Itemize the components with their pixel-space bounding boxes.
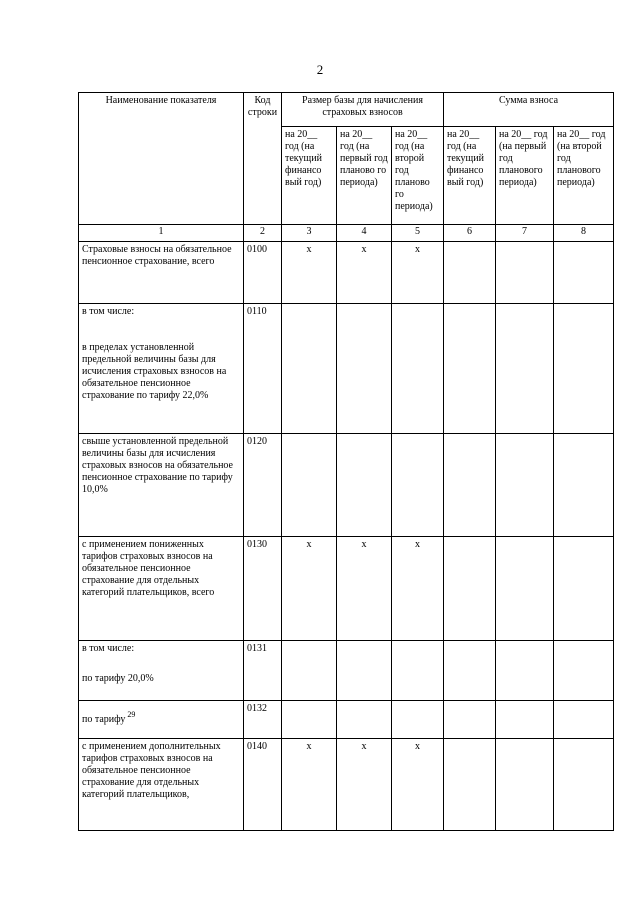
input-cell[interactable] [337, 434, 392, 537]
input-cell[interactable] [554, 739, 614, 831]
input-cell[interactable] [496, 537, 554, 641]
table-row-0110 [79, 304, 614, 434]
row-mark: x [392, 242, 444, 304]
input-cell[interactable] [444, 537, 496, 641]
table-row-0132 [79, 701, 614, 739]
row-code: 0131 [244, 641, 282, 701]
input-cell[interactable] [554, 304, 614, 434]
header-code: Код строки [244, 93, 282, 225]
row-name-cell [79, 304, 244, 434]
input-cell[interactable] [554, 434, 614, 537]
input-cell[interactable] [496, 701, 554, 739]
column-number: 3 [282, 225, 337, 242]
row-code: 0110 [244, 304, 282, 434]
row-name-lead: в том числе: [82, 306, 135, 317]
column-number: 5 [392, 225, 444, 242]
table-row-0140 [79, 739, 614, 831]
input-cell[interactable] [392, 434, 444, 537]
column-number: 2 [244, 225, 282, 242]
header-sum-first-plan-year: на 20__ год (на первый год планового периода) [496, 127, 554, 225]
input-cell[interactable] [444, 739, 496, 831]
input-cell[interactable] [496, 739, 554, 831]
row-mark: x [282, 739, 337, 831]
header-base-second-plan-year: на 20__ год (на второй год планово го периода) [392, 127, 444, 225]
header-sum-group: Сумма взноса [444, 93, 614, 127]
row-code: 0120 [244, 434, 282, 537]
header-base-group: Размер базы для начисления страховых взносов [282, 93, 444, 127]
header-sum-current-year: на 20__ год (на текущий финансо вый год) [444, 127, 496, 225]
input-cell[interactable] [282, 641, 337, 701]
row-name: Страховые взносы на обязательное пенсионное страхование, всего [79, 242, 244, 304]
column-number: 8 [554, 225, 614, 242]
input-cell[interactable] [496, 434, 554, 537]
input-cell[interactable] [282, 434, 337, 537]
table-row-0100 [79, 242, 614, 304]
header-base-current-year: на 20__ год (на текущий финансо вый год) [282, 127, 337, 225]
row-name: в пределах установленной предельной величины базы для исчисления страховых взносов на обязательное пенсионное страхование по тарифу 22,0% [82, 342, 227, 401]
input-cell[interactable] [496, 242, 554, 304]
row-code: 0132 [244, 701, 282, 739]
header-base-first-plan-year: на 20__ год (на первый год планово го периода) [337, 127, 392, 225]
contributions-table [78, 92, 614, 831]
row-mark: x [392, 537, 444, 641]
row-mark: x [392, 739, 444, 831]
column-number: 7 [496, 225, 554, 242]
row-mark: x [282, 242, 337, 304]
input-cell[interactable] [282, 304, 337, 434]
input-cell[interactable] [444, 641, 496, 701]
input-cell[interactable] [444, 304, 496, 434]
footnote-ref: 29 [127, 709, 136, 719]
table-row-0131 [79, 641, 614, 701]
input-cell[interactable] [554, 701, 614, 739]
input-cell[interactable] [337, 701, 392, 739]
column-number: 6 [444, 225, 496, 242]
input-cell[interactable] [554, 537, 614, 641]
row-code: 0130 [244, 537, 282, 641]
row-name: свыше установленной предельной величины базы для исчисления страховых взносов на обязательное пенсионное страхование по тарифу 10,0% [79, 434, 244, 537]
column-number: 4 [337, 225, 392, 242]
row-name: с применением дополнительных тарифов страховых взносов на обязательное пенсионное страхование для отдельных категорий плательщиков, [79, 739, 244, 831]
row-mark: x [337, 537, 392, 641]
input-cell[interactable] [554, 641, 614, 701]
row-name: по тарифу [82, 713, 126, 725]
row-mark: x [337, 242, 392, 304]
input-cell[interactable] [337, 641, 392, 701]
input-cell[interactable] [554, 242, 614, 304]
input-cell[interactable] [392, 304, 444, 434]
header-row-1 [79, 93, 614, 127]
row-code: 0140 [244, 739, 282, 831]
table-row-0120 [79, 434, 614, 537]
column-numbers-row [79, 225, 614, 242]
column-number: 1 [79, 225, 244, 242]
input-cell[interactable] [444, 701, 496, 739]
header-name: Наименование показателя [79, 93, 244, 225]
input-cell[interactable] [496, 304, 554, 434]
row-name-cell [79, 701, 244, 739]
row-name: по тарифу 20,0% [82, 673, 154, 684]
table-row-0130 [79, 537, 614, 641]
page-number: 2 [316, 62, 324, 77]
row-name: с применением пониженных тарифов страховых взносов на обязательное пенсионное страхование для отдельных категорий плательщиков, всего [79, 537, 244, 641]
row-code: 0100 [244, 242, 282, 304]
row-name-cell [79, 641, 244, 701]
row-name-lead: в том числе: [82, 643, 135, 654]
input-cell[interactable] [392, 701, 444, 739]
input-cell[interactable] [496, 641, 554, 701]
header-sum-second-plan-year: на 20__ год (на второй год планового периода) [554, 127, 614, 225]
input-cell[interactable] [282, 701, 337, 739]
row-mark: x [282, 537, 337, 641]
input-cell[interactable] [444, 242, 496, 304]
input-cell[interactable] [444, 434, 496, 537]
input-cell[interactable] [337, 304, 392, 434]
input-cell[interactable] [392, 641, 444, 701]
row-mark: x [337, 739, 392, 831]
